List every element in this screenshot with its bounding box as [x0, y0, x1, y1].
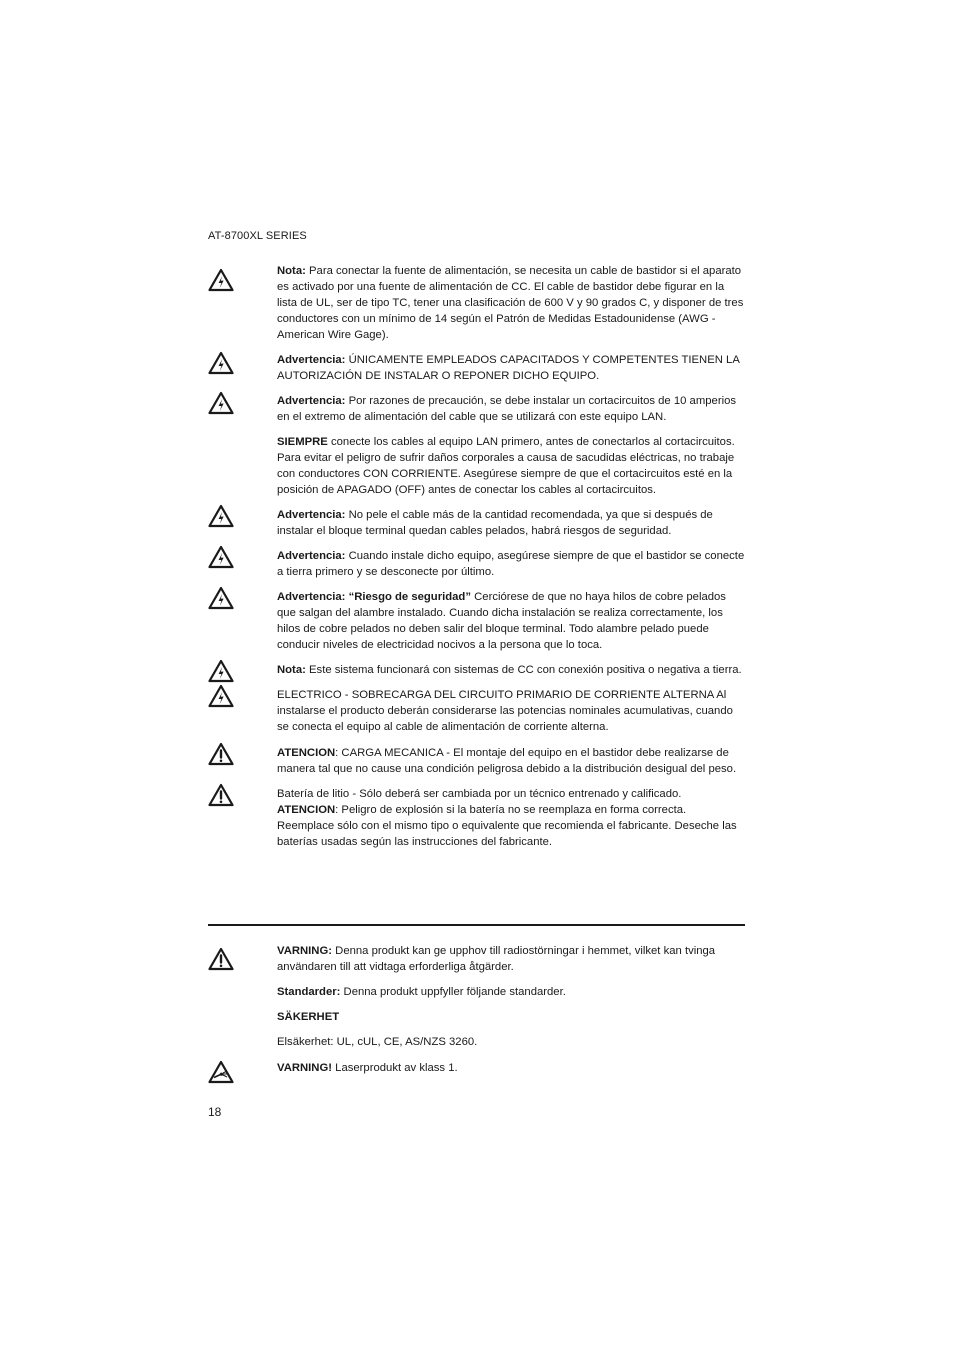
entry-lead: Advertencia:	[277, 509, 346, 521]
warning-triangle-icon	[208, 504, 234, 528]
running-header: AT-8700XL SERIES	[208, 230, 307, 242]
entry-text: No pele el cable más de la cantidad recomendada, ya que si después de instalar el bloque terminal quedan cables pelados, habrá riesgos de seguridad.	[277, 509, 713, 537]
note-always-connect	[208, 434, 745, 498]
entry-lead: VARNING:	[277, 945, 333, 957]
entry-pre: Batería de litio - Sólo deberá ser cambiada por un técnico entrenado y calificado.	[277, 788, 682, 800]
entry-text: : CARGA MECANICA - El montaje del equipo en el bastidor debe realizarse de manera tal que no cause una condición peligrosa debido a la distribución desigual del peso.	[277, 747, 737, 775]
warning-ground-first	[208, 548, 745, 580]
entry-lead: SIEMPRE	[277, 436, 328, 448]
safety-section-spanish	[208, 263, 745, 850]
warning-triangle-icon	[208, 742, 234, 766]
note-power-cable	[208, 263, 745, 343]
warning-triangle-icon	[208, 268, 234, 292]
entry-text: Este sistema funcionará con sistemas de CC con conexión positiva o negativa a tierra.	[305, 664, 742, 676]
warning-triangle-icon	[208, 391, 234, 415]
electric-overload	[208, 687, 745, 735]
entry-lead: Standarder:	[277, 986, 341, 998]
entry-text: Elsäkerhet: UL, cUL, CE, AS/NZS 3260.	[277, 1036, 478, 1048]
safety-heading	[208, 1009, 745, 1025]
standards	[208, 984, 745, 1000]
warning-triangle-icon	[208, 659, 234, 683]
electrical-safety	[208, 1034, 745, 1050]
warning-triangle-icon	[208, 783, 234, 807]
warning-qualified-staff	[208, 352, 745, 384]
safety-section-swedish	[208, 943, 745, 1076]
entry-lead: ATENCION	[277, 804, 336, 816]
entry-lead: Advertencia:	[277, 354, 346, 366]
warning-triangle-icon	[208, 684, 234, 708]
entry-text: Cuando instale dicho equipo, asegúrese siempre de que el bastidor se conecte a tierra primero y se desconecte por último.	[277, 550, 745, 578]
warning-safety-risk	[208, 589, 745, 653]
entry-text: ELECTRICO - SOBRECARGA DEL CIRCUITO PRIMARIO DE CORRIENTE ALTERNA Al instalarse el producto deberán considerarse las potencias nominales acumulativas, cuando se conecta el equipo al cable de alimentación de corriente alterna.	[277, 689, 733, 733]
note-dc-systems	[208, 662, 745, 678]
warning-strip-cable	[208, 507, 745, 539]
entry-text: Denna produkt uppfyller följande standarder.	[340, 986, 566, 998]
attention-mechanical-load	[208, 745, 745, 777]
entry-text: Cerciórese de que no haya hilos de cobre pelados que salgan del alambre instalado. Cuando dicha instalación se realiza correctamente, los hilos de cobre pelados no deben salir del bloque terminal. Todo alambre pelado puede conducir niveles de electricidad nocivos a la persona que lo toca.	[277, 591, 726, 651]
entry-text: Laserprodukt av klass 1.	[332, 1062, 458, 1074]
entry-lead: Advertencia: “Riesgo de seguridad”	[277, 591, 471, 603]
warning-triangle-icon	[208, 545, 234, 569]
entry-lead: Advertencia:	[277, 395, 346, 407]
lithium-battery	[208, 786, 745, 850]
varning-laser	[208, 1060, 745, 1076]
entry-text: Por razones de precaución, se debe instalar un cortacircuitos de 10 amperios en el extremo de alimentación del cable que se utilizará con este equipo LAN.	[277, 395, 737, 423]
page-number: 18	[208, 1105, 222, 1119]
entry-lead: Nota:	[277, 664, 306, 676]
warning-circuit-breaker	[208, 393, 745, 425]
warning-triangle-icon	[208, 947, 234, 971]
laser-warning-icon	[208, 1060, 234, 1084]
entry-lead: Advertencia:	[277, 550, 346, 562]
warning-triangle-icon	[208, 351, 234, 375]
entry-lead: ATENCION	[277, 747, 336, 759]
entry-lead: SÄKERHET	[277, 1011, 340, 1023]
entry-text: Para conectar la fuente de alimentación, se necesita un cable de bastidor si el aparato es activado por una fuente de alimentación de CC. El cable de bastidor debe figurar en la lista de UL, ser de tipo TC, tener una clasificación de 600 V y 90 grados C, y disponer de tres conductores con un mínimo de 14 según el Patrón de Medidas Estadounidense (AWG - American Wire Gage).	[277, 265, 744, 341]
entry-text: ÚNICAMENTE EMPLEADOS CAPACITADOS Y COMPETENTES TIENEN LA AUTORIZACIÓN DE INSTALAR O REPONER DICHO EQUIPO.	[277, 354, 740, 382]
section-divider	[208, 924, 745, 926]
entry-text: Denna produkt kan ge upphov till radiostörningar i hemmet, vilket kan tvinga användaren till att vidtaga erforderliga åtgärder.	[277, 945, 716, 973]
warning-triangle-icon	[208, 586, 234, 610]
entry-text: : Peligro de explosión si la batería no se reemplaza en forma correcta. Reemplace sólo con el mismo tipo o equivalente que recomienda el fabricante. Deseche las baterías usadas según las instrucciones del fabricante.	[277, 804, 737, 848]
varning-radio-interference	[208, 943, 745, 975]
entry-text: conecte los cables al equipo LAN primero, antes de conectarlos al cortacircuitos. Para evitar el peligro de sufrir daños corporales a causa de sacudidas eléctricas, no trabaje con conductores CON CORRIENTE. Asegúrese siempre de que el cortacircuitos esté en la posición de APAGADO (OFF) antes de conectar los cables al cortacircuitos.	[277, 436, 735, 496]
entry-lead: Nota:	[277, 265, 306, 277]
entry-lead: VARNING!	[277, 1062, 333, 1074]
